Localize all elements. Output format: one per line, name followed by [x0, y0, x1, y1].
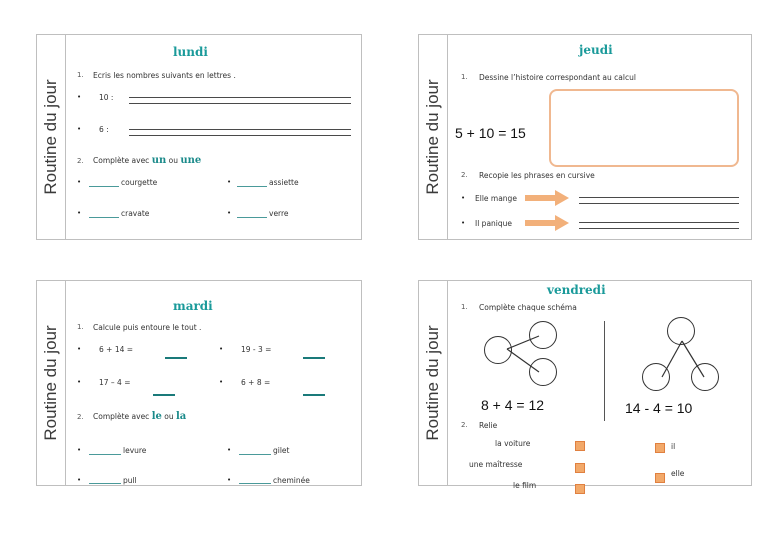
day-title: mardi [173, 299, 213, 313]
q2-text: Recopie les phrases en cursive [479, 171, 595, 180]
answer-line[interactable] [153, 394, 175, 396]
side-label: Routine du jour [423, 325, 442, 441]
relie-right-1: il [671, 442, 676, 451]
bullet: • [77, 378, 82, 386]
bullet: • [219, 378, 224, 386]
answer-line[interactable] [303, 394, 325, 396]
relie-left-2: une maîtresse [469, 460, 523, 469]
card-mardi [36, 280, 362, 486]
schema-2-circle-part[interactable] [642, 363, 670, 391]
side-label: Routine du jour [423, 79, 442, 195]
schema-2-calc: 14 - 4 = 10 [625, 400, 693, 416]
word-le: le [151, 411, 162, 422]
relie-left-3: le film [513, 481, 537, 490]
bullet: • [219, 345, 224, 353]
word-levure: levure [123, 446, 147, 455]
bullet: • [461, 194, 466, 202]
fill-line[interactable] [239, 454, 271, 455]
item-6: 6 : [99, 125, 109, 134]
write-line[interactable] [579, 197, 739, 198]
write-line[interactable] [579, 222, 739, 223]
schema-2-circle-part[interactable] [691, 363, 719, 391]
relie-right-2: elle [671, 469, 685, 478]
q2-text [93, 411, 186, 422]
word-gilet: gilet [273, 446, 290, 455]
relie-left-dot[interactable] [575, 484, 585, 494]
arrow-icon [525, 215, 569, 231]
word-la: la [176, 411, 187, 422]
day-title: jeudi [579, 43, 613, 57]
schema-1-circle-part[interactable] [529, 321, 557, 349]
side-label-box [37, 35, 66, 239]
calc-1: 6 + 14 = [99, 345, 134, 354]
schema-2-circle-total[interactable] [667, 317, 695, 345]
day-title: lundi [173, 45, 208, 59]
write-line[interactable] [579, 203, 739, 204]
sentence-2: Il panique [475, 219, 513, 228]
q2-label: Complète avec [93, 156, 150, 165]
bullet: • [227, 178, 232, 186]
q2-label: Complète avec [93, 412, 150, 421]
q1-number: 1. [77, 71, 84, 79]
calc-4: 6 + 8 = [241, 378, 271, 387]
schema-1-calc: 8 + 4 = 12 [481, 397, 545, 413]
day-title: vendredi [547, 283, 606, 297]
q2-text [93, 155, 201, 166]
arrow-icon [525, 190, 569, 206]
bullet: • [461, 219, 466, 227]
q1-text: Dessine l’histoire correspondant au calcul [479, 73, 636, 82]
schema-1-circle-part[interactable] [529, 358, 557, 386]
q1-number: 1. [77, 323, 84, 331]
bullet: • [227, 446, 232, 454]
sentence-1: Elle mange [475, 194, 517, 203]
fill-line[interactable] [89, 217, 119, 218]
bullet: • [77, 209, 82, 217]
word-une: une [180, 155, 202, 166]
schema-1-circle-total[interactable] [484, 336, 512, 364]
side-label-box [419, 35, 448, 239]
relie-left-1: la voiture [495, 439, 531, 448]
q1-text: Calcule puis entoure le tout . [93, 323, 202, 332]
side-label-box [419, 281, 448, 485]
relie-left-dot[interactable] [575, 441, 585, 451]
card-vendredi [418, 280, 752, 490]
write-line[interactable] [579, 228, 739, 229]
write-line[interactable] [129, 97, 351, 98]
q1-number: 1. [461, 303, 468, 311]
side-label-box [37, 281, 66, 485]
word-assiette: assiette [269, 178, 299, 187]
card-lundi [36, 34, 362, 240]
word-cravate: cravate [121, 209, 150, 218]
calc-3: 17 – 4 = [99, 378, 131, 387]
relie-right-dot[interactable] [655, 443, 665, 453]
divider [604, 321, 605, 421]
bullet: • [77, 178, 82, 186]
bullet: • [77, 93, 82, 101]
calc-text: 5 + 10 = 15 [455, 125, 526, 141]
fill-line[interactable] [237, 217, 267, 218]
bullet: • [227, 476, 232, 484]
word-ou: ou [168, 156, 178, 165]
word-cheminee: cheminée [273, 476, 310, 485]
bullet: • [77, 125, 82, 133]
bullet: • [77, 446, 82, 454]
bullet: • [77, 345, 82, 353]
word-verre: verre [269, 209, 289, 218]
q2-number: 2. [461, 421, 468, 429]
word-ou: ou [164, 412, 174, 421]
item-10: 10 : [99, 93, 114, 102]
fill-line[interactable] [237, 186, 267, 187]
relie-left-dot[interactable] [575, 463, 585, 473]
side-label: Routine du jour [41, 325, 60, 441]
q2-text: Relie [479, 421, 498, 430]
word-un: un [151, 155, 167, 166]
calc-2: 19 - 3 = [241, 345, 272, 354]
word-pull: pull [123, 476, 137, 485]
write-line[interactable] [129, 103, 351, 104]
relie-right-dot[interactable] [655, 473, 665, 483]
q2-number: 2. [461, 171, 468, 179]
answer-line[interactable] [165, 357, 187, 359]
write-line[interactable] [129, 129, 351, 130]
fill-line[interactable] [89, 483, 121, 484]
q1-text: Complète chaque schéma [479, 303, 577, 312]
card-jeudi [418, 34, 752, 240]
q1-text: Ecris les nombres suivants en lettres . [93, 71, 236, 80]
bullet: • [77, 476, 82, 484]
side-label: Routine du jour [41, 79, 60, 195]
q1-number: 1. [461, 73, 468, 81]
drawing-box[interactable] [549, 89, 739, 167]
fill-line[interactable] [89, 454, 121, 455]
q2-number: 2. [77, 157, 84, 165]
bullet: • [227, 209, 232, 217]
answer-line[interactable] [303, 357, 325, 359]
fill-line[interactable] [89, 186, 119, 187]
q2-number: 2. [77, 413, 84, 421]
fill-line[interactable] [239, 483, 271, 484]
word-courgette: courgette [121, 178, 158, 187]
write-line[interactable] [129, 135, 351, 136]
